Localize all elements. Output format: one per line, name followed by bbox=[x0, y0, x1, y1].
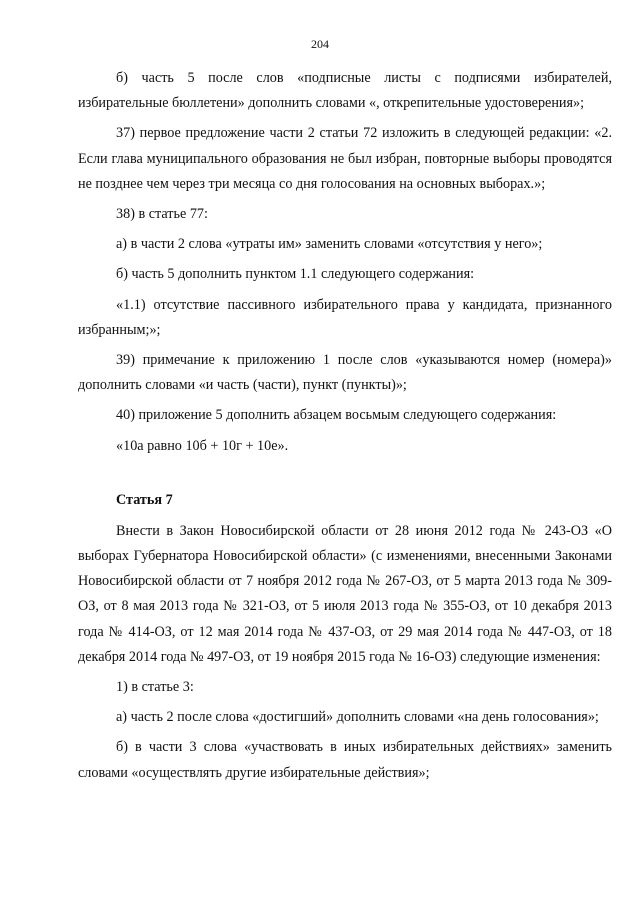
paragraph: б) часть 5 после слов «подписные листы с подписями избирателей, избирательные бюллетени» дополнить словами «, открепительные удостоверения»; bbox=[78, 70, 612, 112]
page-number: 204 bbox=[311, 37, 329, 51]
article-paragraph: а) часть 2 после слова «достигший» дополнить словами «на день голосования»; bbox=[116, 709, 599, 726]
article-paragraph: Внести в Закон Новосибирской области от 28 июня 2012 года № 243-ОЗ «О выборах Губернатора Новосибирской области» (с изменениями, внесенными Законами Новосибирской области от 7 ноября 2012 года № 267-ОЗ, от 5 марта 2013 года № 309-ОЗ, от 8 мая 2013 года № 321-ОЗ, от 5 июля 2013 года № 355-ОЗ, от 10 декабря 2013 года № 414-ОЗ, от 12 мая 2014 года № 437-ОЗ, от 29 мая 2014 года № 447-ОЗ, от 18 декабря 2014 года № 497-ОЗ, от 19 ноября 2015 года № 16-ОЗ) следующие изменения: bbox=[78, 522, 612, 665]
paragraph: б) часть 5 дополнить пунктом 1.1 следующего содержания: bbox=[116, 266, 475, 283]
paragraph: а) в части 2 слова «утраты им» заменить словами «отсутствия у него»; bbox=[116, 236, 543, 253]
paragraph: «10а равно 10б + 10г + 10е». bbox=[116, 437, 289, 454]
paragraph: 39) примечание к приложению 1 после слов «указываются номер (номера)» дополнить словами «и часть (части), пункт (пункты)»; bbox=[78, 352, 612, 394]
article-heading: Статья 7 bbox=[116, 491, 173, 508]
paragraph: 37) первое предложение части 2 статьи 72 изложить в следующей редакции: «2. Если глава муниципального образования не был избран, повторные выборы проводятся не позднее чем через три месяца со дня голосования на основных выборах.»; bbox=[78, 125, 612, 192]
paragraph: 40) приложение 5 дополнить абзацем восьмым следующего содержания: bbox=[116, 407, 557, 424]
paragraph: «1.1) отсутствие пассивного избирательного права у кандидата, признанного избранным;»; bbox=[78, 296, 612, 338]
article-paragraph: 1) в статье 3: bbox=[116, 679, 194, 696]
paragraph: 38) в статье 77: bbox=[116, 206, 208, 223]
document-body bbox=[78, 66, 612, 791]
article-paragraph: б) в части 3 слова «участвовать в иных избирательных действиях» заменить словами «осуществлять другие избирательные действия»; bbox=[78, 739, 612, 781]
